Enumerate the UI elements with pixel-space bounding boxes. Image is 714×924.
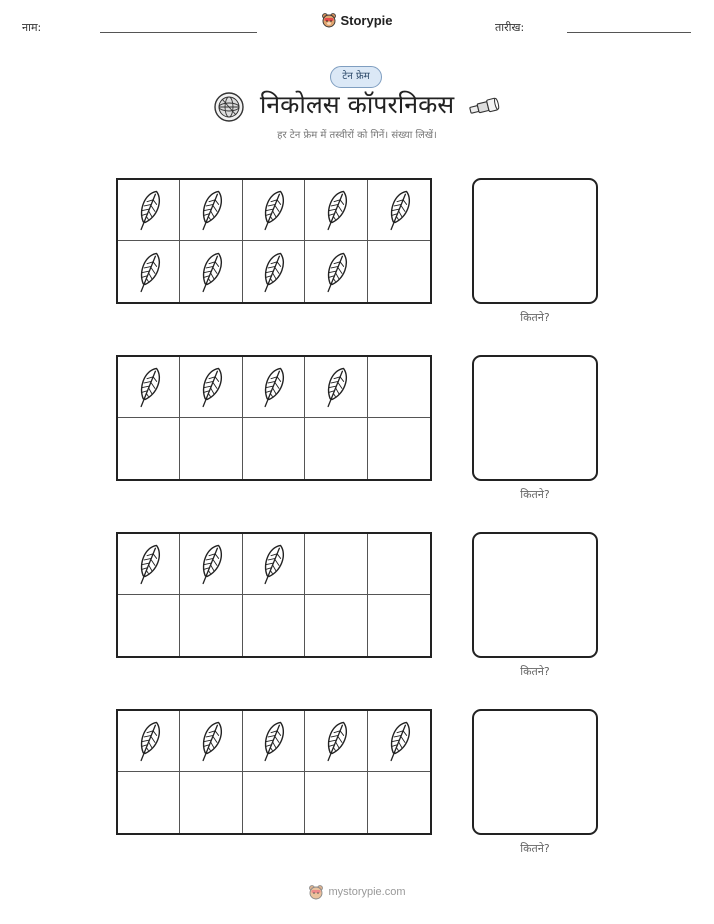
frame-cell [243, 241, 305, 302]
feather-icon [256, 718, 290, 764]
ten-frame [116, 709, 432, 835]
frame-cell [243, 772, 305, 833]
frame-cell [368, 534, 430, 595]
feather-icon [132, 541, 166, 587]
answer-label: कितने? [520, 665, 550, 678]
feather-icon [194, 541, 228, 587]
answer-label: कितने? [520, 842, 550, 855]
frame-cell [368, 711, 430, 772]
frame-cell [368, 357, 430, 418]
frame-cell [305, 241, 367, 302]
frame-cell [180, 534, 242, 595]
frame-cell [180, 595, 242, 656]
answer-box[interactable] [472, 355, 598, 481]
frame-cell [243, 357, 305, 418]
feather-icon [319, 718, 353, 764]
answer-box[interactable] [472, 709, 598, 835]
bear-mascot-icon [308, 884, 324, 900]
bear-mascot-icon [321, 12, 337, 28]
frame-cell [118, 357, 180, 418]
brand-name: Storypie [340, 12, 393, 28]
frame-cell [118, 711, 180, 772]
frame-cell [243, 534, 305, 595]
frame-cell [118, 595, 180, 656]
frame-cell [305, 595, 367, 656]
frame-cell [180, 180, 242, 241]
frame-cell [243, 711, 305, 772]
footer [0, 884, 714, 900]
feather-icon [256, 249, 290, 295]
answer-box[interactable] [472, 178, 598, 304]
feather-icon [132, 718, 166, 764]
feather-icon [132, 249, 166, 295]
frame-cell [118, 772, 180, 833]
feather-icon [256, 187, 290, 233]
date-label: तारीख: [495, 21, 525, 34]
telescope-icon [467, 96, 501, 122]
feather-icon [319, 187, 353, 233]
feather-icon [132, 187, 166, 233]
frame-cell [180, 241, 242, 302]
frame-cell [305, 534, 367, 595]
feather-icon [256, 541, 290, 587]
frame-cell [305, 357, 367, 418]
ten-frame [116, 178, 432, 304]
frame-cell [180, 711, 242, 772]
page-title: निकोलस कॉपरनिकस [259, 90, 455, 119]
frame-cell [368, 595, 430, 656]
frame-cell [305, 180, 367, 241]
frame-cell [180, 418, 242, 479]
frame-cell [118, 241, 180, 302]
frame-cell [118, 534, 180, 595]
brand-logo [0, 12, 714, 28]
frame-cell [368, 180, 430, 241]
answer-label: कितने? [520, 488, 550, 501]
answer-box[interactable] [472, 532, 598, 658]
frame-cell [243, 595, 305, 656]
worksheet-type-badge: टेन फ्रेम [330, 66, 382, 88]
frame-cell [243, 180, 305, 241]
frame-cell [305, 711, 367, 772]
feather-icon [256, 364, 290, 410]
frame-cell [368, 772, 430, 833]
frame-cell [305, 772, 367, 833]
frame-cell [180, 357, 242, 418]
name-label: नाम: [22, 21, 42, 34]
frame-cell [180, 772, 242, 833]
feather-icon [194, 364, 228, 410]
feather-icon [319, 249, 353, 295]
feather-icon [194, 718, 228, 764]
date-line[interactable] [567, 32, 691, 33]
answer-label: कितने? [520, 311, 550, 324]
footer-url: mystorypie.com [328, 886, 406, 898]
ten-frame [116, 532, 432, 658]
frame-cell [118, 418, 180, 479]
frame-cell [368, 241, 430, 302]
feather-icon [194, 249, 228, 295]
name-line[interactable] [100, 32, 257, 33]
frame-cell [305, 418, 367, 479]
ten-frame [116, 355, 432, 481]
instructions: हर टेन फ्रेम में तस्वीरों को गिनें। संख्या लिखें। [277, 130, 437, 141]
frame-cell [243, 418, 305, 479]
frame-cell [118, 180, 180, 241]
frame-cell [368, 418, 430, 479]
feather-icon [194, 187, 228, 233]
feather-icon [382, 718, 416, 764]
feather-icon [382, 187, 416, 233]
feather-icon [319, 364, 353, 410]
feather-icon [132, 364, 166, 410]
